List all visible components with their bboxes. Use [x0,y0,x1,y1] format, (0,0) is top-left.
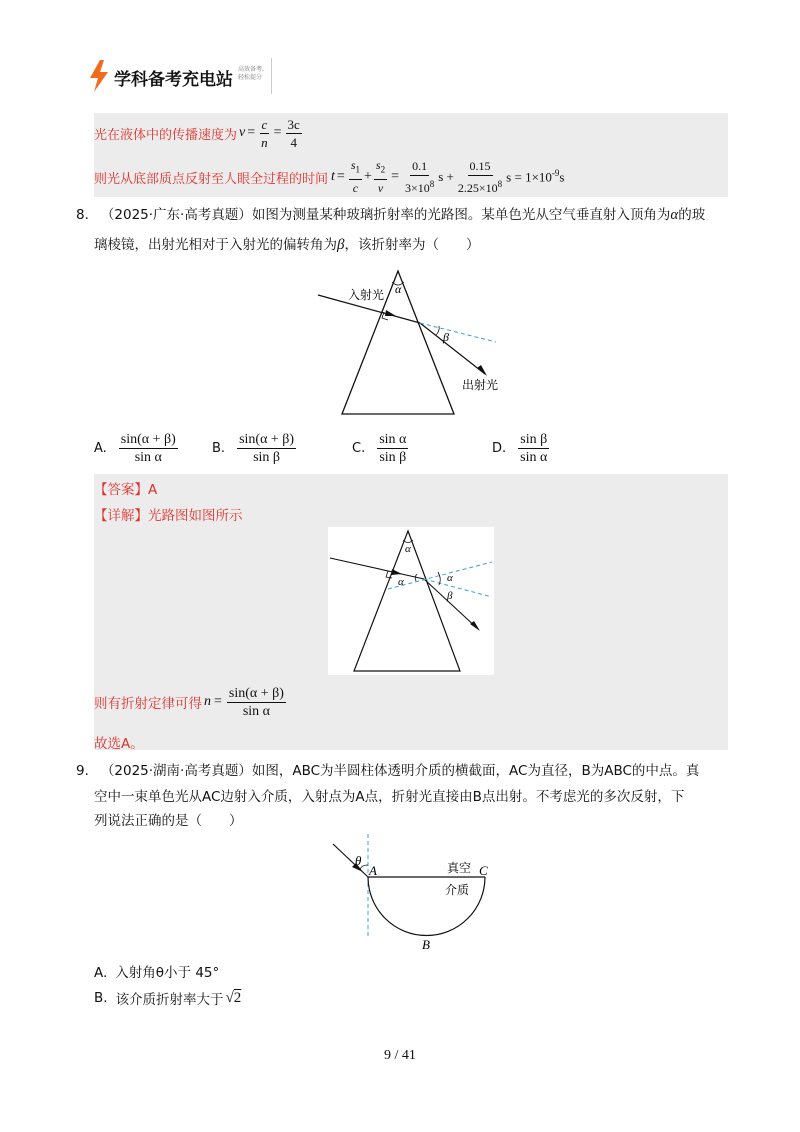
q8-stem-line2: 璃棱镜，出射光相对于入射光的偏转角为β，该折射率为（ ） [94,237,480,253]
fig-label-alpha: α [395,282,402,296]
header-logo [88,58,278,94]
page-number: 9 / 41 [384,1048,416,1063]
logo-title: 学科备考充电站 [114,70,233,90]
q9-stem-line2: 空中一束单色光从AC边射入介质，入射点为A点，折射光直接由B点出射。不考虑光的多次反射，下 [94,789,685,805]
q8-option-c[interactable]: C. $\frac{\text{sin α}}{\text{sin β}}$ [352,431,407,465]
q8-answer: 【答案】A [94,482,158,498]
svg-text:C: C [479,863,488,878]
fig-label-incident: 入射光 [348,288,385,302]
q9-option-a[interactable]: A. 入射角θ小于 45° [94,965,220,981]
q9-option-b[interactable]: B. 该介质折射率大于 √2 [94,989,242,1008]
prev-solution-line1: 光在液体中的传播速度为 v = $\frac{c}{n}$ = $\frac{3c}{4}$ [94,116,300,150]
header-divider [271,58,272,94]
lightning-icon [88,60,110,92]
q8-option-b[interactable]: B. $\frac{\sin(\alpha + \beta)}{\text{sin β}}$ [212,431,295,465]
q8-option-d[interactable]: D. $\frac{\text{sin β}}{\text{sin α}}$ [492,431,548,465]
svg-text:介质: 介质 [445,883,470,897]
fig-label-exit: 出射光 [462,378,499,392]
q8-stem-line1: 8. （2025·广东·高考真题）如图为测量某种玻璃折射率的光路图。某单色光从空气垂直射入顶角为α的玻 [76,207,706,223]
logo-subtitle-2: 轻松提分 [238,74,263,81]
svg-text:α: α [447,572,453,584]
logo-subtitle-1: 高效备考, [238,66,264,73]
q9-semicircle-figure [325,834,495,954]
fig-label-beta: β [443,330,449,344]
q9-stem-line1: 9. （2025·湖南·高考真题）如图，ABC为半圆柱体透明介质的横截面，AC为直径，B为ABC的中点。真 [76,763,700,779]
exit-ray [420,323,485,374]
q8-detail: 【详解】光路图如图所示 [94,508,243,524]
q8-choose: 故选A。 [94,736,144,752]
q9-stem-line3: 列说法正确的是（ ） [94,813,243,829]
q8-prism-figure [300,268,520,420]
svg-text:真空: 真空 [447,861,472,875]
svg-text:β: β [447,590,453,602]
svg-text:B: B [422,937,430,952]
svg-text:α: α [405,543,411,555]
prev-solution-line2: 则光从底部质点反射至人眼全过程的时间 t = $\frac{s_1}{c}$ + $\frac{s_2}{v}$ = $\frac{0.1}{3\times 10^8}$ s + $\frac{0.15}{2.25\times 10^8}$ $s = 1\times 10^{-9}s$ [94,158,565,195]
q8-option-a[interactable]: A. $\frac{\sin(\alpha + \beta)}{\text{sin α}}$ [94,431,176,465]
q8-solution-figure [328,527,494,675]
svg-text:A: A [369,863,377,878]
svg-text:θ: θ [355,853,362,868]
svg-text:α: α [398,576,404,588]
q8-law-line: 则有折射定律可得 n = $\frac{\sin(\alpha + \beta)}{\text{sin α}}$ [94,685,284,719]
